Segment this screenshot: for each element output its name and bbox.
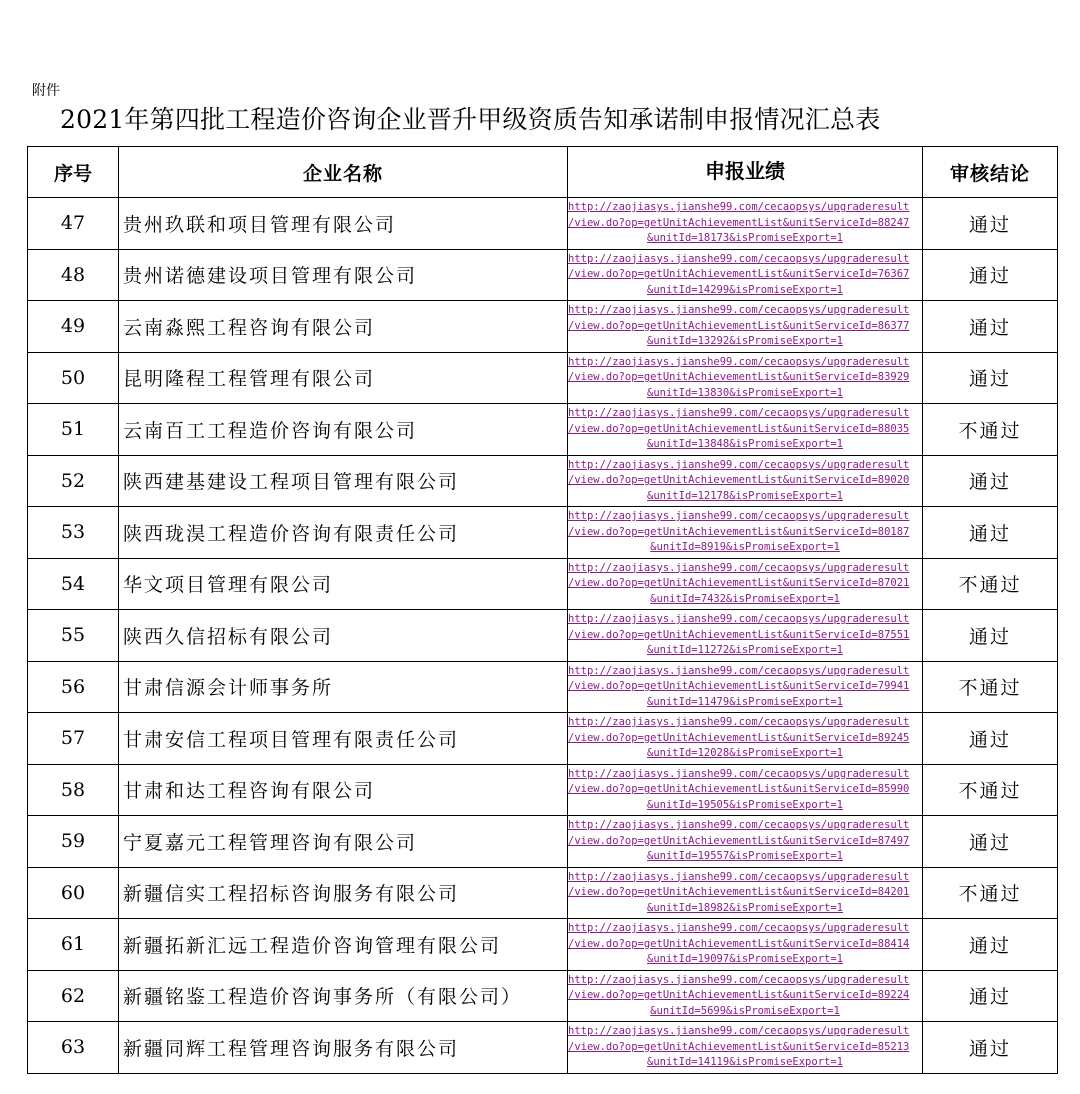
link-line-3[interactable]: &unitId=14299&isPromiseExport=1 xyxy=(647,283,843,296)
row-number: 58 xyxy=(28,764,119,816)
table-row xyxy=(28,507,1058,559)
review-result: 通过 xyxy=(923,610,1058,662)
link-line-1[interactable]: http://zaojiasys.jianshe99.com/cecaopsys/upgraderesult xyxy=(568,510,910,522)
row-number: 54 xyxy=(28,558,119,610)
table-row xyxy=(28,816,1058,868)
header-result: 审核结论 xyxy=(923,147,1058,198)
company-name: 新疆同辉工程管理咨询服务有限公司 xyxy=(119,1022,568,1074)
link-line-1[interactable]: http://zaojiasys.jianshe99.com/cecaopsys/upgraderesult xyxy=(568,407,910,419)
company-name: 新疆信实工程招标咨询服务有限公司 xyxy=(119,867,568,919)
link-line-3[interactable]: &unitId=13830&isPromiseExport=1 xyxy=(647,386,843,399)
link-line-3[interactable]: &unitId=18982&isPromiseExport=1 xyxy=(647,901,843,914)
performance-link[interactable] xyxy=(568,558,923,610)
company-name: 新疆铭鉴工程造价咨询事务所（有限公司） xyxy=(119,970,568,1022)
table-row xyxy=(28,249,1058,301)
performance-link[interactable] xyxy=(568,198,923,250)
link-line-1[interactable]: http://zaojiasys.jianshe99.com/cecaopsys/upgraderesult xyxy=(568,561,910,574)
company-name: 新疆拓新汇远工程造价咨询管理有限公司 xyxy=(119,919,568,971)
table-row xyxy=(28,713,1058,765)
performance-link[interactable] xyxy=(568,249,923,301)
link-line-2[interactable]: /view.do?op=getUnitAchievementList&unitServiceId=88414 xyxy=(568,937,910,950)
link-line-3[interactable]: &unitId=14119&isPromiseExport=1 xyxy=(647,1056,843,1068)
review-result: 通过 xyxy=(923,198,1058,250)
company-name: 甘肃信源会计师事务所 xyxy=(119,661,568,713)
review-result: 通过 xyxy=(923,249,1058,301)
link-line-2[interactable]: /view.do?op=getUnitAchievementList&unitServiceId=89224 xyxy=(568,989,910,1001)
link-line-1[interactable]: http://zaojiasys.jianshe99.com/cecaopsys/upgraderesult xyxy=(568,819,910,831)
company-name: 甘肃和达工程咨询有限公司 xyxy=(119,764,568,816)
row-number: 62 xyxy=(28,970,119,1022)
performance-link[interactable] xyxy=(568,867,923,919)
review-result: 不通过 xyxy=(923,558,1058,610)
row-number: 55 xyxy=(28,610,119,662)
performance-link[interactable] xyxy=(568,610,923,662)
link-line-1[interactable]: http://zaojiasys.jianshe99.com/cecaopsys/upgraderesult xyxy=(568,973,910,986)
link-line-3[interactable]: &unitId=19505&isPromiseExport=1 xyxy=(647,798,843,811)
performance-link[interactable] xyxy=(568,404,923,456)
link-line-2[interactable]: /view.do?op=getUnitAchievementList&unitServiceId=89245 xyxy=(568,731,910,744)
row-number: 63 xyxy=(28,1022,119,1074)
performance-link[interactable] xyxy=(568,301,923,353)
performance-link[interactable] xyxy=(568,713,923,765)
performance-link[interactable] xyxy=(568,661,923,713)
performance-link[interactable] xyxy=(568,970,923,1022)
review-result: 不通过 xyxy=(923,867,1058,919)
review-result: 通过 xyxy=(923,352,1058,404)
performance-link[interactable] xyxy=(568,919,923,971)
review-result: 通过 xyxy=(923,507,1058,559)
review-result: 通过 xyxy=(923,713,1058,765)
header-performance: 申报业绩 xyxy=(568,147,923,198)
company-name: 陕西珑淏工程造价咨询有限责任公司 xyxy=(119,507,568,559)
row-number: 48 xyxy=(28,249,119,301)
table-row xyxy=(28,610,1058,662)
review-result: 通过 xyxy=(923,455,1058,507)
link-line-1[interactable]: http://zaojiasys.jianshe99.com/cecaopsys/upgraderesult xyxy=(568,767,910,780)
company-name: 甘肃安信工程项目管理有限责任公司 xyxy=(119,713,568,765)
table-row xyxy=(28,352,1058,404)
link-line-2[interactable]: /view.do?op=getUnitAchievementList&unitServiceId=87551 xyxy=(568,628,910,641)
review-result: 通过 xyxy=(923,1022,1058,1074)
link-line-2[interactable]: /view.do?op=getUnitAchievementList&unitServiceId=80187 xyxy=(568,525,910,538)
link-line-2[interactable]: /view.do?op=getUnitAchievementList&unitServiceId=89020 xyxy=(568,474,910,486)
link-line-2[interactable]: /view.do?op=getUnitAchievementList&unitServiceId=83929 xyxy=(568,371,910,383)
company-name: 陕西久信招标有限公司 xyxy=(119,610,568,662)
link-line-2[interactable]: /view.do?op=getUnitAchievementList&unitServiceId=88247 xyxy=(568,216,910,229)
link-line-3[interactable]: &unitId=12178&isPromiseExport=1 xyxy=(647,489,843,502)
link-line-1[interactable]: http://zaojiasys.jianshe99.com/cecaopsys/upgraderesult xyxy=(568,870,910,883)
header-company-name: 企业名称 xyxy=(119,147,568,198)
company-name: 华文项目管理有限公司 xyxy=(119,558,568,610)
table-row xyxy=(28,1022,1058,1074)
review-result: 通过 xyxy=(923,816,1058,868)
link-line-2[interactable]: /view.do?op=getUnitAchievementList&unitServiceId=87497 xyxy=(568,834,910,847)
review-result: 通过 xyxy=(923,970,1058,1022)
row-number: 57 xyxy=(28,713,119,765)
table-header-row xyxy=(28,147,1058,198)
company-name: 云南淼熙工程咨询有限公司 xyxy=(119,301,568,353)
link-line-1[interactable]: http://zaojiasys.jianshe99.com/cecaopsys/upgraderesult xyxy=(568,664,910,677)
link-line-1[interactable]: http://zaojiasys.jianshe99.com/cecaopsys/upgraderesult xyxy=(568,304,910,316)
review-result: 通过 xyxy=(923,919,1058,971)
row-number: 52 xyxy=(28,455,119,507)
link-line-3[interactable]: &unitId=11272&isPromiseExport=1 xyxy=(647,644,843,656)
link-line-2[interactable]: /view.do?op=getUnitAchievementList&unitServiceId=87021 xyxy=(568,577,910,589)
summary-table xyxy=(27,146,1058,1074)
review-result: 不通过 xyxy=(923,404,1058,456)
row-number: 50 xyxy=(28,352,119,404)
table-row xyxy=(28,970,1058,1022)
row-number: 53 xyxy=(28,507,119,559)
row-number: 60 xyxy=(28,867,119,919)
link-line-3[interactable]: &unitId=11479&isPromiseExport=1 xyxy=(647,695,843,708)
table-row xyxy=(28,867,1058,919)
table-row xyxy=(28,764,1058,816)
row-number: 61 xyxy=(28,919,119,971)
link-line-3[interactable]: &unitId=13848&isPromiseExport=1 xyxy=(647,438,843,450)
page-title: 2021年第四批工程造价咨询企业晋升甲级资质告知承诺制申报情况汇总表 xyxy=(60,105,881,134)
link-line-2[interactable]: /view.do?op=getUnitAchievementList&unitServiceId=79941 xyxy=(568,680,910,692)
performance-link[interactable] xyxy=(568,1022,923,1074)
company-name: 贵州玖联和项目管理有限公司 xyxy=(119,198,568,250)
table-row xyxy=(28,455,1058,507)
review-result: 不通过 xyxy=(923,661,1058,713)
review-result: 不通过 xyxy=(923,764,1058,816)
link-line-1[interactable]: http://zaojiasys.jianshe99.com/cecaopsys/upgraderesult xyxy=(568,252,910,265)
link-line-1[interactable]: http://zaojiasys.jianshe99.com/cecaopsys/upgraderesult xyxy=(568,922,910,934)
link-line-2[interactable]: /view.do?op=getUnitAchievementList&unitServiceId=85990 xyxy=(568,783,910,795)
table-row xyxy=(28,558,1058,610)
link-line-2[interactable]: /view.do?op=getUnitAchievementList&unitServiceId=88035 xyxy=(568,422,910,435)
performance-link[interactable] xyxy=(568,352,923,404)
attachment-label: 附件 xyxy=(32,83,60,99)
table-row xyxy=(28,301,1058,353)
link-line-1[interactable]: http://zaojiasys.jianshe99.com/cecaopsys/upgraderesult xyxy=(568,355,910,368)
link-line-1[interactable]: http://zaojiasys.jianshe99.com/cecaopsys/upgraderesult xyxy=(568,613,910,625)
link-line-3[interactable]: &unitId=7432&isPromiseExport=1 xyxy=(650,592,840,605)
link-line-3[interactable]: &unitId=8919&isPromiseExport=1 xyxy=(650,541,840,553)
row-number: 59 xyxy=(28,816,119,868)
performance-link[interactable] xyxy=(568,507,923,559)
company-name: 贵州诺德建设项目管理有限公司 xyxy=(119,249,568,301)
table-row xyxy=(28,661,1058,713)
link-line-2[interactable]: /view.do?op=getUnitAchievementList&unitServiceId=84201 xyxy=(568,886,910,898)
table-row xyxy=(28,919,1058,971)
link-line-1[interactable]: http://zaojiasys.jianshe99.com/cecaopsys/upgraderesult xyxy=(568,458,910,471)
link-line-1[interactable]: http://zaojiasys.jianshe99.com/cecaopsys/upgraderesult xyxy=(568,1025,910,1037)
performance-link[interactable] xyxy=(568,764,923,816)
link-line-3[interactable]: &unitId=12028&isPromiseExport=1 xyxy=(647,747,843,759)
review-result: 通过 xyxy=(923,301,1058,353)
link-line-3[interactable]: &unitId=19557&isPromiseExport=1 xyxy=(647,850,843,862)
link-line-2[interactable]: /view.do?op=getUnitAchievementList&unitServiceId=76367 xyxy=(568,268,910,280)
company-name: 宁夏嘉元工程管理咨询有限公司 xyxy=(119,816,568,868)
link-line-3[interactable]: &unitId=19097&isPromiseExport=1 xyxy=(647,953,843,965)
link-line-3[interactable]: &unitId=18173&isPromiseExport=1 xyxy=(647,232,843,244)
link-line-3[interactable]: &unitId=5699&isPromiseExport=1 xyxy=(650,1004,840,1017)
company-name: 云南百工工程造价咨询有限公司 xyxy=(119,404,568,456)
header-no: 序号 xyxy=(28,147,119,198)
link-line-3[interactable]: &unitId=13292&isPromiseExport=1 xyxy=(647,335,843,347)
link-line-2[interactable]: /view.do?op=getUnitAchievementList&unitServiceId=86377 xyxy=(568,319,910,332)
table-row xyxy=(28,404,1058,456)
row-number: 51 xyxy=(28,404,119,456)
link-line-2[interactable]: /view.do?op=getUnitAchievementList&unitServiceId=85213 xyxy=(568,1040,910,1053)
performance-link[interactable] xyxy=(568,816,923,868)
row-number: 49 xyxy=(28,301,119,353)
performance-link[interactable] xyxy=(568,455,923,507)
company-name: 昆明隆程工程管理有限公司 xyxy=(119,352,568,404)
link-line-1[interactable]: http://zaojiasys.jianshe99.com/cecaopsys/upgraderesult xyxy=(568,201,910,213)
row-number: 47 xyxy=(28,198,119,250)
table-row xyxy=(28,198,1058,250)
company-name: 陕西建基建设工程项目管理有限公司 xyxy=(119,455,568,507)
row-number: 56 xyxy=(28,661,119,713)
link-line-1[interactable]: http://zaojiasys.jianshe99.com/cecaopsys/upgraderesult xyxy=(568,716,910,728)
